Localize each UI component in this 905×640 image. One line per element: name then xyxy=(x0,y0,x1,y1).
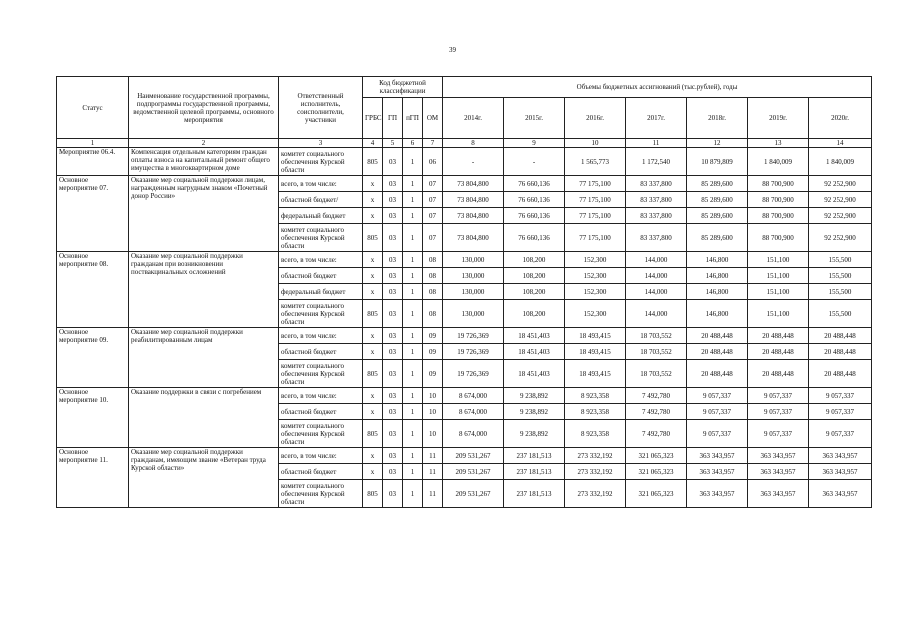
row-code: 805 xyxy=(363,360,383,388)
row-amount: 76 660,136 xyxy=(504,224,565,252)
row-amount: 8 674,000 xyxy=(443,420,504,448)
row-amount: 19 726,369 xyxy=(443,344,504,360)
row-amount: 108,200 xyxy=(504,268,565,284)
row-code: 03 xyxy=(383,208,403,224)
row-code: 1 xyxy=(403,448,423,464)
row-code: 03 xyxy=(383,480,403,508)
row-amount: 77 175,100 xyxy=(565,192,626,208)
table-body xyxy=(57,148,872,508)
header-year: 2018г. xyxy=(687,98,748,139)
row-amount: 155,500 xyxy=(809,284,872,300)
row-code: 1 xyxy=(403,360,423,388)
row-amount: 321 065,323 xyxy=(626,464,687,480)
row-amount: 144,000 xyxy=(626,252,687,268)
row-amount: 76 660,136 xyxy=(504,208,565,224)
row-executor: комитет социального обеспечения Курской области xyxy=(279,480,363,508)
row-status: Основное мероприятие 11. xyxy=(57,448,129,508)
row-measure-name: Оказание мер социальной поддержки гражданам, имеющим звание «Ветеран труда Курской области» xyxy=(129,448,279,508)
row-amount: 18 703,552 xyxy=(626,328,687,344)
row-amount: 273 332,192 xyxy=(565,448,626,464)
row-amount: 9 057,337 xyxy=(687,404,748,420)
row-status: Основное мероприятие 09. xyxy=(57,328,129,388)
row-status: Основное мероприятие 07. xyxy=(57,176,129,252)
row-amount: 18 451,403 xyxy=(504,328,565,344)
row-amount: 108,200 xyxy=(504,300,565,328)
row-amount: 146,800 xyxy=(687,300,748,328)
row-executor: областной бюджет xyxy=(279,344,363,360)
row-amount: 92 252,900 xyxy=(809,176,872,192)
row-code: 03 xyxy=(383,192,403,208)
header-code-col: пГП xyxy=(403,98,423,139)
row-amount: 7 492,780 xyxy=(626,420,687,448)
row-amount: 151,100 xyxy=(748,284,809,300)
row-amount: 73 804,800 xyxy=(443,176,504,192)
row-executor: областной бюджет/ xyxy=(279,192,363,208)
row-amount: 88 700,900 xyxy=(748,224,809,252)
row-code: 03 xyxy=(383,284,403,300)
row-code: 03 xyxy=(383,224,403,252)
row-code: 07 xyxy=(423,224,443,252)
row-code: 03 xyxy=(383,464,403,480)
row-amount: 144,000 xyxy=(626,300,687,328)
row-amount: 73 804,800 xyxy=(443,192,504,208)
row-status: Мероприятие 06.4. xyxy=(57,148,129,176)
header-year: 2016г. xyxy=(565,98,626,139)
row-code: x xyxy=(363,268,383,284)
row-measure-name: Компенсация отдельным категориям граждан оплаты взноса на капитальный ремонт общего имущества в многоквартирном доме xyxy=(129,148,279,176)
row-code: 03 xyxy=(383,148,403,176)
row-amount: 152,300 xyxy=(565,268,626,284)
row-amount: 88 700,900 xyxy=(748,176,809,192)
row-amount: 18 493,415 xyxy=(565,328,626,344)
column-index: 8 xyxy=(443,139,504,148)
row-code: 10 xyxy=(423,420,443,448)
row-amount: 19 726,369 xyxy=(443,328,504,344)
row-code: 1 xyxy=(403,328,423,344)
row-amount: 155,500 xyxy=(809,268,872,284)
row-amount: 85 289,600 xyxy=(687,192,748,208)
row-code: 1 xyxy=(403,464,423,480)
row-amount: 155,500 xyxy=(809,252,872,268)
row-amount: 151,100 xyxy=(748,252,809,268)
row-code: x xyxy=(363,252,383,268)
row-executor: всего, в том числе: xyxy=(279,328,363,344)
header-year: 2014г. xyxy=(443,98,504,139)
row-amount: 85 289,600 xyxy=(687,208,748,224)
row-amount: 9 057,337 xyxy=(748,420,809,448)
row-amount: 8 923,358 xyxy=(565,388,626,404)
row-code: x xyxy=(363,208,383,224)
row-status: Основное мероприятие 08. xyxy=(57,252,129,328)
table-row xyxy=(57,176,872,192)
row-code: 1 xyxy=(403,284,423,300)
row-code: 1 xyxy=(403,300,423,328)
column-index: 12 xyxy=(687,139,748,148)
row-amount: 1 172,540 xyxy=(626,148,687,176)
row-amount: 83 337,800 xyxy=(626,176,687,192)
row-amount: 151,100 xyxy=(748,300,809,328)
row-amount: 7 492,780 xyxy=(626,388,687,404)
row-code: 11 xyxy=(423,448,443,464)
row-code: 03 xyxy=(383,328,403,344)
header-year: 2017г. xyxy=(626,98,687,139)
row-amount: 18 451,403 xyxy=(504,360,565,388)
row-amount: 9 057,337 xyxy=(687,388,748,404)
row-amount: 18 703,552 xyxy=(626,360,687,388)
row-executor: комитет социального обеспечения Курской области xyxy=(279,420,363,448)
column-index: 10 xyxy=(565,139,626,148)
row-code: 10 xyxy=(423,404,443,420)
row-measure-name: Оказание поддержки в связи с погребением xyxy=(129,388,279,448)
row-code: 1 xyxy=(403,404,423,420)
row-code: 08 xyxy=(423,300,443,328)
row-amount: 18 493,415 xyxy=(565,360,626,388)
column-index: 11 xyxy=(626,139,687,148)
row-amount: 9 057,337 xyxy=(809,420,872,448)
column-index: 7 xyxy=(423,139,443,148)
row-amount: 130,000 xyxy=(443,268,504,284)
row-amount: 20 488,448 xyxy=(809,328,872,344)
row-code: 07 xyxy=(423,192,443,208)
column-index: 13 xyxy=(748,139,809,148)
row-executor: областной бюджет xyxy=(279,268,363,284)
row-code: x xyxy=(363,464,383,480)
row-amount: 363 343,957 xyxy=(687,480,748,508)
row-amount: 273 332,192 xyxy=(565,480,626,508)
row-code: 03 xyxy=(383,176,403,192)
column-index: 1 xyxy=(57,139,129,148)
row-code: 1 xyxy=(403,192,423,208)
row-code: 07 xyxy=(423,176,443,192)
row-amount: 155,500 xyxy=(809,300,872,328)
row-amount: 146,800 xyxy=(687,268,748,284)
row-amount: 363 343,957 xyxy=(748,464,809,480)
row-amount: 9 057,337 xyxy=(748,404,809,420)
row-code: 1 xyxy=(403,224,423,252)
row-code: 08 xyxy=(423,284,443,300)
row-amount: 76 660,136 xyxy=(504,192,565,208)
row-amount: 18 703,552 xyxy=(626,344,687,360)
row-amount: 1 565,773 xyxy=(565,148,626,176)
row-amount: 130,000 xyxy=(443,284,504,300)
header-code-col: ГП xyxy=(383,98,403,139)
row-executor: всего, в том числе: xyxy=(279,176,363,192)
header-name: Наименование государственной программы, подпрограммы государственной программы, ведомственной целевой программы, основного мероприятия xyxy=(129,77,279,139)
row-status: Основное мероприятие 10. xyxy=(57,388,129,448)
row-amount: 152,300 xyxy=(565,284,626,300)
header-year: 2015г. xyxy=(504,98,565,139)
row-executor: комитет социального обеспечения Курской области xyxy=(279,360,363,388)
column-index: 4 xyxy=(363,139,383,148)
row-measure-name: Оказание мер социальной поддержки гражданам при возникновении поствакцинальных осложнений xyxy=(129,252,279,328)
row-amount: 273 332,192 xyxy=(565,464,626,480)
row-amount: 73 804,800 xyxy=(443,224,504,252)
row-code: 09 xyxy=(423,328,443,344)
row-amount: 321 065,323 xyxy=(626,448,687,464)
row-amount: - xyxy=(443,148,504,176)
row-executor: всего, в том числе: xyxy=(279,448,363,464)
row-amount: 18 493,415 xyxy=(565,344,626,360)
row-amount: 9 057,337 xyxy=(809,404,872,420)
row-amount: 1 840,009 xyxy=(809,148,872,176)
row-amount: 77 175,100 xyxy=(565,208,626,224)
row-amount: 20 488,448 xyxy=(809,344,872,360)
row-amount: 77 175,100 xyxy=(565,224,626,252)
row-amount: 130,000 xyxy=(443,300,504,328)
row-amount: 209 531,267 xyxy=(443,448,504,464)
row-code: x xyxy=(363,344,383,360)
row-code: x xyxy=(363,284,383,300)
row-code: x xyxy=(363,448,383,464)
row-code: 1 xyxy=(403,176,423,192)
row-code: 10 xyxy=(423,388,443,404)
table-row xyxy=(57,148,872,176)
row-code: 03 xyxy=(383,448,403,464)
row-code: 03 xyxy=(383,388,403,404)
row-amount: 8 674,000 xyxy=(443,404,504,420)
column-index: 6 xyxy=(403,139,423,148)
table-row xyxy=(57,388,872,404)
row-code: 09 xyxy=(423,344,443,360)
row-amount: 20 488,448 xyxy=(748,344,809,360)
row-amount: 83 337,800 xyxy=(626,224,687,252)
row-code: 805 xyxy=(363,148,383,176)
header-volumes-group: Объемы бюджетных ассигнований (тыс.рублей), годы xyxy=(443,77,872,98)
row-code: x xyxy=(363,404,383,420)
row-amount: 9 057,337 xyxy=(809,388,872,404)
row-code: x xyxy=(363,192,383,208)
page-number: 39 xyxy=(449,46,456,54)
row-amount: 73 804,800 xyxy=(443,208,504,224)
row-amount: 9 057,337 xyxy=(687,420,748,448)
row-amount: 237 181,513 xyxy=(504,480,565,508)
row-code: 1 xyxy=(403,480,423,508)
row-amount: 10 879,809 xyxy=(687,148,748,176)
row-executor: областной бюджет xyxy=(279,404,363,420)
column-index: 9 xyxy=(504,139,565,148)
row-measure-name: Оказание мер социальной поддержки лицам, награжденным нагрудным знаком «Почетный донор России» xyxy=(129,176,279,252)
row-code: 03 xyxy=(383,300,403,328)
row-amount: 88 700,900 xyxy=(748,192,809,208)
row-code: 03 xyxy=(383,252,403,268)
row-amount: 363 343,957 xyxy=(687,448,748,464)
row-code: 11 xyxy=(423,480,443,508)
row-amount: 92 252,900 xyxy=(809,192,872,208)
row-amount: 83 337,800 xyxy=(626,192,687,208)
row-code: 07 xyxy=(423,208,443,224)
row-code: 1 xyxy=(403,268,423,284)
row-amount: 363 343,957 xyxy=(809,464,872,480)
row-amount: 20 488,448 xyxy=(809,360,872,388)
row-code: 1 xyxy=(403,420,423,448)
row-amount: 8 923,358 xyxy=(565,404,626,420)
row-amount: 83 337,800 xyxy=(626,208,687,224)
row-executor: областной бюджет xyxy=(279,464,363,480)
column-index: 3 xyxy=(279,139,363,148)
table-row xyxy=(57,448,872,464)
row-amount: 130,000 xyxy=(443,252,504,268)
budget-table xyxy=(56,76,872,508)
row-code: 03 xyxy=(383,268,403,284)
row-amount: 151,100 xyxy=(748,268,809,284)
table-row xyxy=(57,328,872,344)
row-code: 1 xyxy=(403,208,423,224)
row-amount: 144,000 xyxy=(626,284,687,300)
row-amount: 363 343,957 xyxy=(809,480,872,508)
row-amount: 20 488,448 xyxy=(748,360,809,388)
row-code: 1 xyxy=(403,252,423,268)
row-code: 11 xyxy=(423,464,443,480)
row-code: x xyxy=(363,328,383,344)
row-amount: 146,800 xyxy=(687,284,748,300)
row-code: 09 xyxy=(423,360,443,388)
row-code: x xyxy=(363,388,383,404)
column-index: 14 xyxy=(809,139,872,148)
row-amount: 9 238,892 xyxy=(504,388,565,404)
header-code-col: ОМ xyxy=(423,98,443,139)
row-amount: 363 343,957 xyxy=(748,448,809,464)
row-code: 03 xyxy=(383,344,403,360)
row-executor: комитет социального обеспечения Курской области xyxy=(279,224,363,252)
row-amount: 363 343,957 xyxy=(809,448,872,464)
row-amount: 85 289,600 xyxy=(687,176,748,192)
row-amount: 152,300 xyxy=(565,300,626,328)
row-code: 805 xyxy=(363,224,383,252)
row-executor: федеральный бюджет xyxy=(279,284,363,300)
row-code: 08 xyxy=(423,252,443,268)
row-executor: комитет социального обеспечения Курской области xyxy=(279,148,363,176)
row-measure-name: Оказание мер социальной поддержки реабилитированным лицам xyxy=(129,328,279,388)
row-amount: 19 726,369 xyxy=(443,360,504,388)
row-amount: 146,800 xyxy=(687,252,748,268)
row-amount: 237 181,513 xyxy=(504,448,565,464)
row-code: 08 xyxy=(423,268,443,284)
row-amount: 363 343,957 xyxy=(748,480,809,508)
row-amount: 20 488,448 xyxy=(687,328,748,344)
row-executor: комитет социального обеспечения Курской области xyxy=(279,300,363,328)
header-year: 2020г. xyxy=(809,98,872,139)
row-code: 03 xyxy=(383,420,403,448)
row-executor: федеральный бюджет xyxy=(279,208,363,224)
row-amount: 85 289,600 xyxy=(687,224,748,252)
row-code: 805 xyxy=(363,420,383,448)
row-executor: всего, в том числе: xyxy=(279,388,363,404)
column-index: 2 xyxy=(129,139,279,148)
row-amount: 108,200 xyxy=(504,284,565,300)
column-index: 5 xyxy=(383,139,403,148)
row-code: 03 xyxy=(383,360,403,388)
row-code: x xyxy=(363,176,383,192)
row-amount: 144,000 xyxy=(626,268,687,284)
row-amount: 88 700,900 xyxy=(748,208,809,224)
row-amount: 9 238,892 xyxy=(504,420,565,448)
row-amount: 92 252,900 xyxy=(809,208,872,224)
row-amount: 77 175,100 xyxy=(565,176,626,192)
row-amount: 108,200 xyxy=(504,252,565,268)
row-amount: 9 238,892 xyxy=(504,404,565,420)
row-code: 1 xyxy=(403,148,423,176)
row-executor: всего, в том числе: xyxy=(279,252,363,268)
header-status: Статус xyxy=(57,77,129,139)
row-amount: 1 840,009 xyxy=(748,148,809,176)
row-amount: 363 343,957 xyxy=(687,464,748,480)
row-amount: 7 492,780 xyxy=(626,404,687,420)
header-executor: Ответственный исполнитель, соисполнители, участники xyxy=(279,77,363,139)
header-code-col: ГРБС xyxy=(363,98,383,139)
row-amount: 152,300 xyxy=(565,252,626,268)
row-amount: 20 488,448 xyxy=(687,360,748,388)
row-amount: - xyxy=(504,148,565,176)
row-amount: 20 488,448 xyxy=(748,328,809,344)
table-row xyxy=(57,252,872,268)
row-amount: 8 923,358 xyxy=(565,420,626,448)
row-code: 805 xyxy=(363,300,383,328)
header-code-group: Код бюджетной классификации xyxy=(363,77,443,98)
row-code: 03 xyxy=(383,404,403,420)
row-amount: 9 057,337 xyxy=(748,388,809,404)
row-amount: 92 252,900 xyxy=(809,224,872,252)
row-code: 805 xyxy=(363,480,383,508)
row-code: 06 xyxy=(423,148,443,176)
row-amount: 209 531,267 xyxy=(443,464,504,480)
row-amount: 76 660,136 xyxy=(504,176,565,192)
header-year: 2019г. xyxy=(748,98,809,139)
row-amount: 237 181,513 xyxy=(504,464,565,480)
row-code: 1 xyxy=(403,388,423,404)
row-amount: 8 674,000 xyxy=(443,388,504,404)
row-amount: 20 488,448 xyxy=(687,344,748,360)
row-amount: 209 531,267 xyxy=(443,480,504,508)
row-amount: 18 451,403 xyxy=(504,344,565,360)
row-code: 1 xyxy=(403,344,423,360)
row-amount: 321 065,323 xyxy=(626,480,687,508)
